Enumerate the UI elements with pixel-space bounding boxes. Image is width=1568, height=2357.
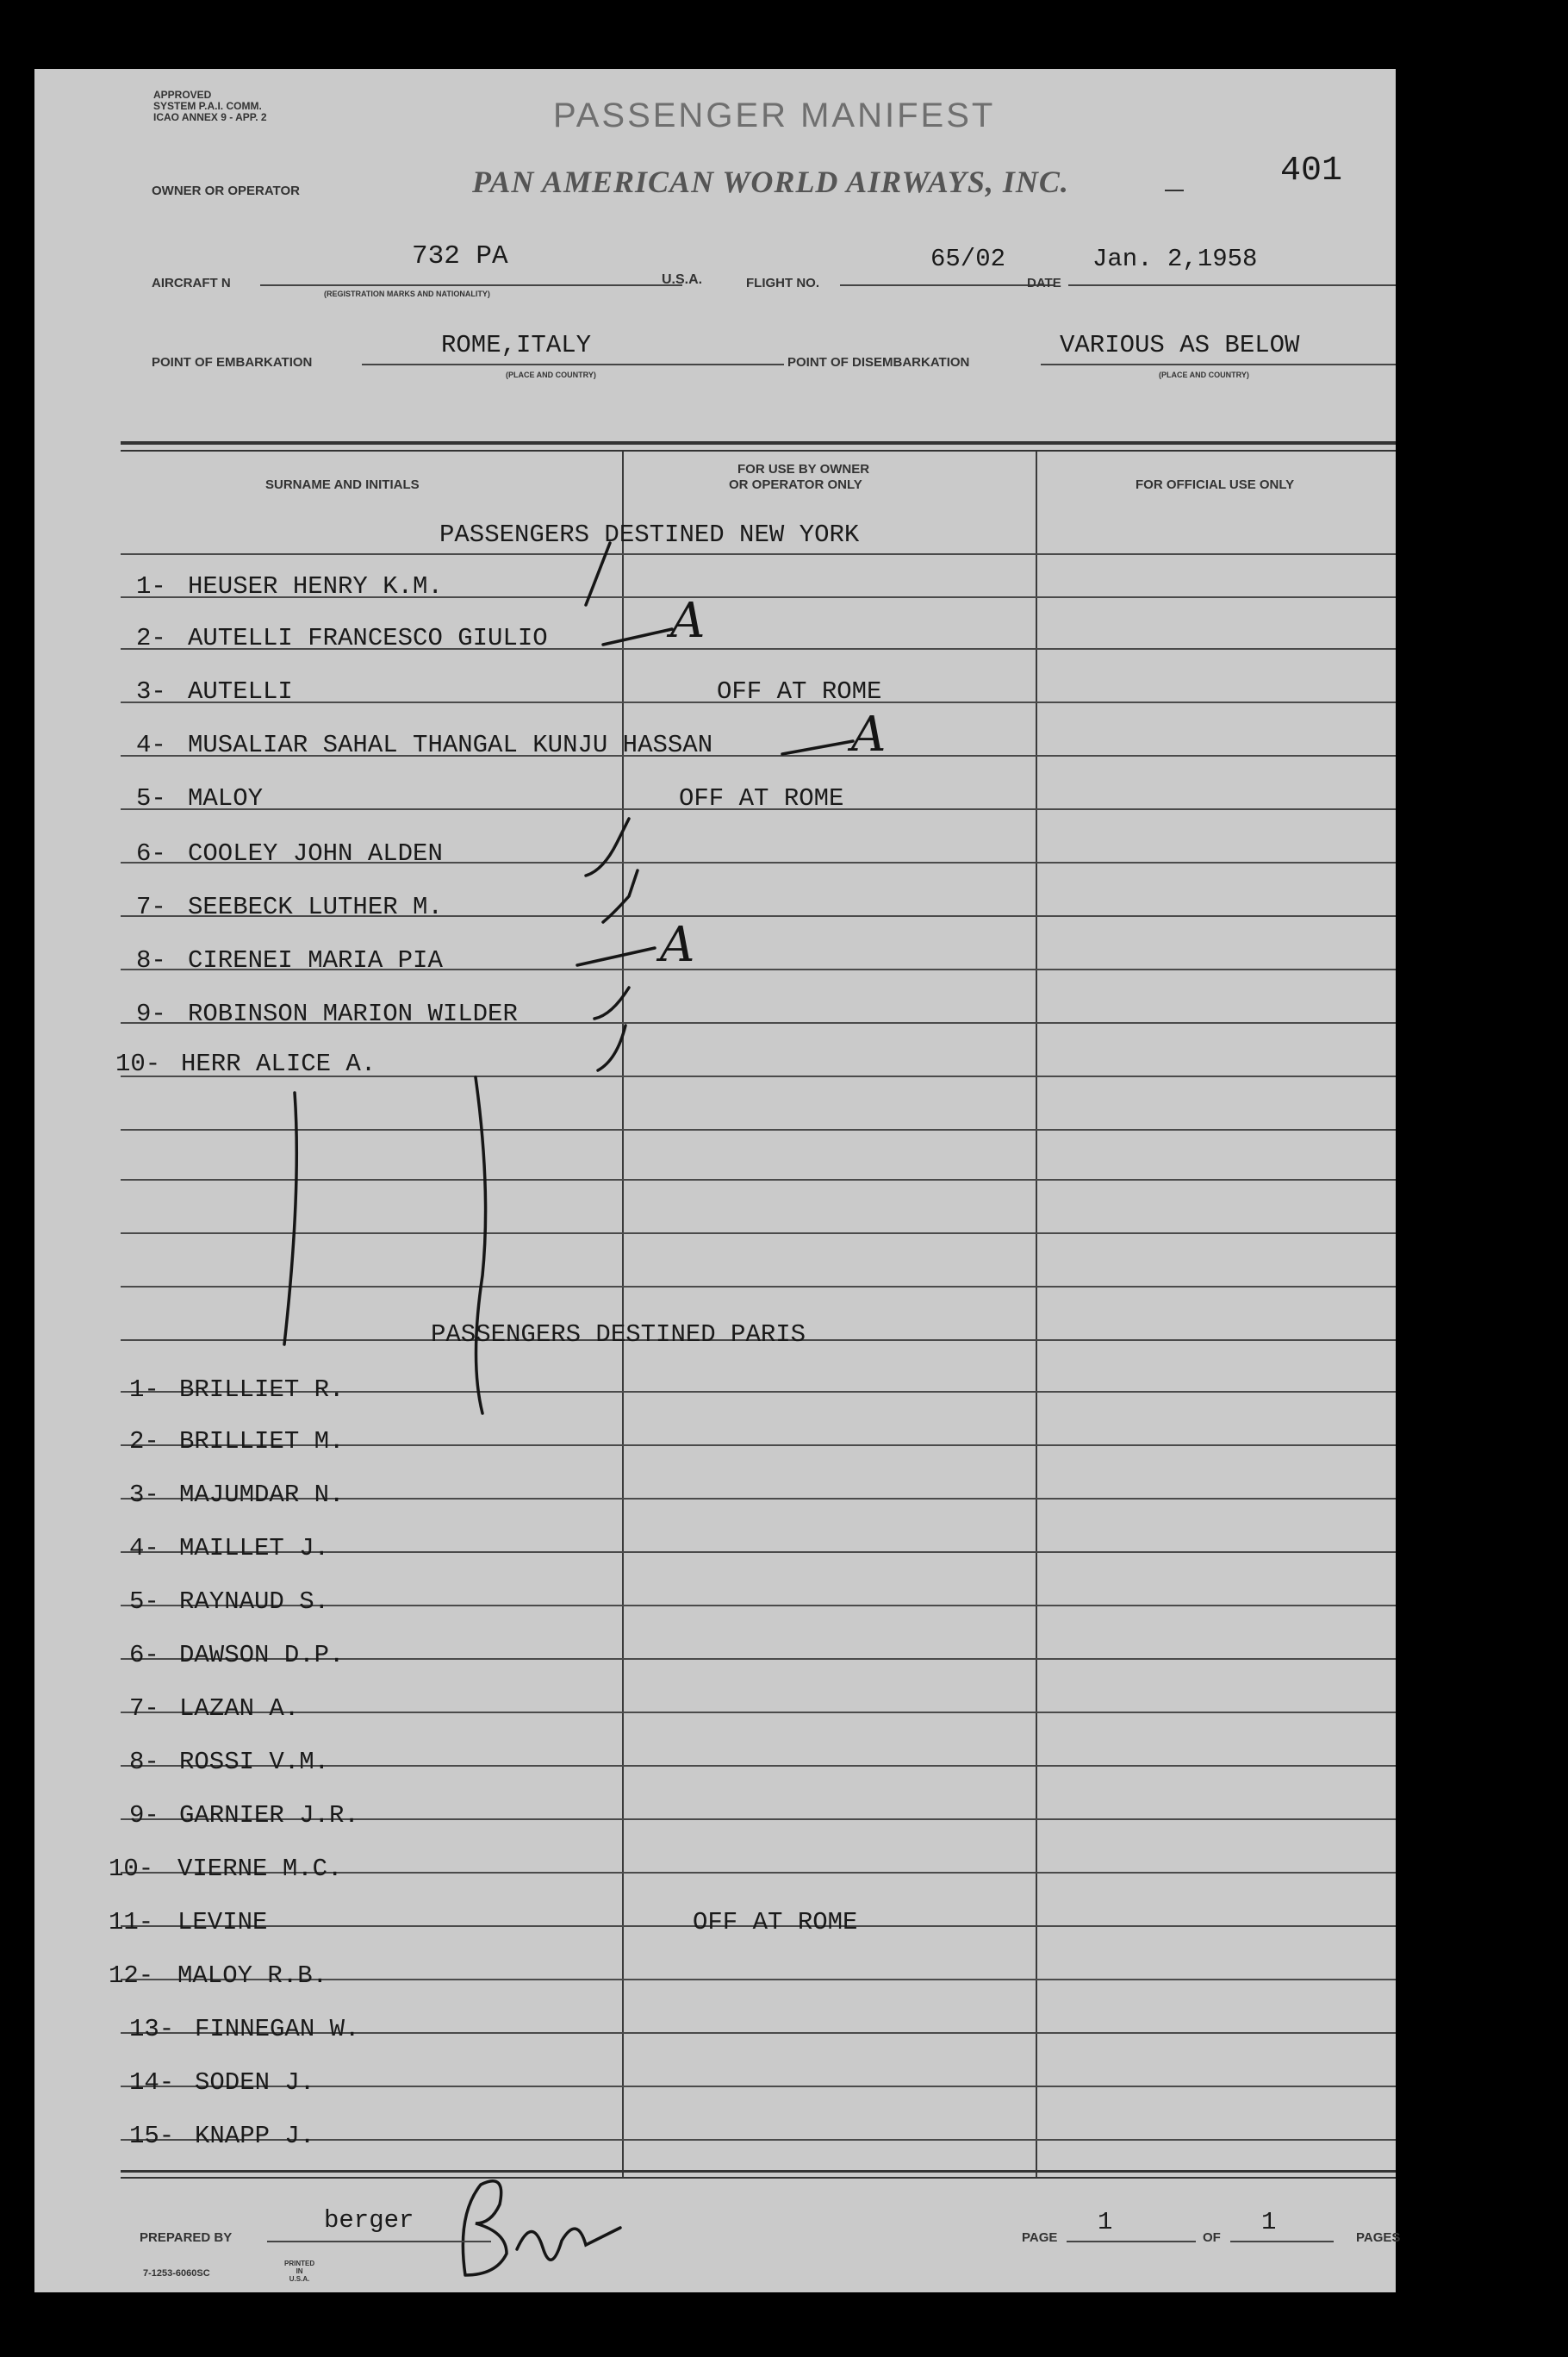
paris-row-name: MAJUMDAR N. (179, 1481, 345, 1509)
paris-row-name: ROSSI V.M. (179, 1748, 330, 1776)
disembark-value: VARIOUS AS BELOW (1060, 331, 1300, 359)
section-new-york: PASSENGERS DESTINED NEW YORK (439, 521, 860, 549)
ny-row-name: HEUSER HENRY K.M. (188, 572, 443, 601)
paris-row-num: 6- (129, 1641, 159, 1669)
date-value: Jan. 2,1958 (1092, 245, 1258, 273)
signature-mark (517, 2228, 620, 2260)
paris-row-num: 13- (129, 2015, 175, 2043)
ny-row-name: COOLEY JOHN ALDEN (188, 839, 443, 868)
operator-name: PAN AMERICAN WORLD AIRWAYS, INC. (472, 165, 1069, 199)
dash-mark (782, 741, 853, 754)
check-mark-icon (603, 870, 638, 922)
ny-row-name: MALOY (188, 784, 264, 813)
dash-mark (577, 948, 655, 965)
paris-row-name: DAWSON D.P. (179, 1641, 345, 1669)
paris-row-name: MALOY R.B. (177, 1961, 328, 1990)
of-value: 1 (1261, 2208, 1277, 2236)
ny-row-num: 8- (136, 946, 166, 975)
embark-label: POINT OF EMBARKATION (152, 355, 313, 370)
form-code: 7-1253-6060SC (143, 2268, 210, 2279)
dash-mark (603, 629, 672, 645)
bracket-mark (476, 1077, 486, 1413)
check-mark-icon (586, 543, 610, 605)
ny-row-name: AUTELLI (188, 677, 293, 706)
paris-row-num: 2- (129, 1427, 159, 1456)
approval-line: ICAO ANNEX 9 - APP. 2 (153, 111, 267, 123)
ny-row-note: OFF AT ROME (717, 677, 882, 706)
paris-row-num: 3- (129, 1481, 159, 1509)
check-mark-icon (586, 819, 629, 876)
paris-row-num: 10- (109, 1855, 154, 1883)
form-title: PASSENGER MANIFEST (553, 97, 996, 134)
aircraft-caption: (REGISTRATION MARKS AND NATIONALITY) (324, 290, 490, 298)
paris-row-num: 5- (129, 1587, 159, 1616)
ny-row-num: 9- (136, 1000, 166, 1028)
ny-row-name: ROBINSON MARION WILDER (188, 1000, 518, 1028)
ny-row-num: 1- (136, 572, 166, 601)
ny-row-name: CIRENEI MARIA PIA (188, 946, 443, 975)
paris-row-name: GARNIER J.R. (179, 1801, 359, 1830)
handwritten-a-mark: A (660, 917, 695, 973)
aircraft-value: 732 PA (412, 241, 508, 271)
aircraft-label: AIRCRAFT N (152, 276, 231, 290)
paris-row-num: 1- (129, 1375, 159, 1404)
paris-row-num: 8- (129, 1748, 159, 1776)
check-mark-icon (594, 988, 629, 1019)
usa-label: U.S.A. (662, 272, 703, 287)
handwritten-annotations (34, 69, 1396, 2292)
page-number-stamp: 401 (1280, 152, 1343, 190)
ny-row-num: 10- (115, 1050, 161, 1078)
ny-row-name: AUTELLI FRANCESCO GIULIO (188, 624, 548, 652)
col-header-owner-1: FOR USE BY OWNER (737, 462, 870, 477)
ny-row-name: MUSALIAR SAHAL THANGAL KUNJU HASSAN (188, 731, 713, 759)
printed-in-usa (284, 2260, 314, 2283)
ny-row-num: 6- (136, 839, 166, 868)
of-label: OF (1203, 2230, 1221, 2245)
paris-row-name: RAYNAUD S. (179, 1587, 330, 1616)
ny-row-num: 7- (136, 893, 166, 921)
handwritten-a-mark: A (670, 593, 706, 649)
embark-caption: (PLACE AND COUNTRY) (506, 371, 596, 379)
ny-row-num: 5- (136, 784, 166, 813)
date-label: DATE (1027, 276, 1061, 290)
paris-row-name: BRILLIET R. (179, 1375, 345, 1404)
paris-row-num: 9- (129, 1801, 159, 1830)
owner-label: OWNER OR OPERATOR (152, 184, 300, 198)
prepared-value: berger (324, 2206, 414, 2235)
flight-value: 65/02 (930, 245, 1006, 273)
prepared-label: PREPARED BY (140, 2230, 233, 2245)
pages-label: PAGES (1356, 2230, 1401, 2245)
ny-row-name: HERR ALICE A. (181, 1050, 376, 1078)
col-header-surname: SURNAME AND INITIALS (265, 477, 420, 492)
paris-row-num: 11- (109, 1908, 154, 1936)
paris-row-name: LEVINE (177, 1908, 268, 1936)
check-mark-icon (598, 1026, 625, 1070)
manifest-paper (34, 69, 1401, 2292)
signature-mark (463, 2181, 507, 2275)
page-value: 1 (1098, 2208, 1113, 2236)
paris-row-name: SODEN J. (195, 2068, 315, 2097)
paris-row-num: 12- (109, 1961, 154, 1990)
col-header-owner-2: OR OPERATOR ONLY (729, 477, 862, 492)
col-header-official: FOR OFFICIAL USE ONLY (1136, 477, 1295, 492)
handwritten-a-mark: A (851, 707, 887, 763)
embark-value: ROME,ITALY (441, 331, 592, 359)
paris-row-num: 7- (129, 1694, 159, 1723)
ny-row-name: SEEBECK LUTHER M. (188, 893, 443, 921)
paris-row-name: FINNEGAN W. (195, 2015, 360, 2043)
paris-row-num: 15- (129, 2122, 175, 2150)
approval-line: APPROVED (153, 89, 212, 101)
paris-row-name: MAILLET J. (179, 1534, 330, 1562)
approval-line: SYSTEM P.A.I. COMM. (153, 100, 262, 112)
paris-row-num: 4- (129, 1534, 159, 1562)
ny-row-num: 2- (136, 624, 166, 652)
paris-row-name: VIERNE M.C. (177, 1855, 343, 1883)
ny-row-num: 4- (136, 731, 166, 759)
disembark-label: POINT OF DISEMBARKATION (787, 355, 970, 370)
printed-line: IN (296, 2267, 303, 2275)
ny-row-note: OFF AT ROME (679, 784, 844, 813)
flight-label: FLIGHT NO. (746, 276, 819, 290)
printed-line: PRINTED (284, 2260, 315, 2267)
disembark-caption: (PLACE AND COUNTRY) (1159, 371, 1249, 379)
section-paris: PASSENGERS DESTINED PARIS (431, 1320, 806, 1349)
paris-row-name: LAZAN A. (179, 1694, 300, 1723)
bracket-mark (284, 1093, 296, 1344)
page-label: PAGE (1022, 2230, 1058, 2245)
printed-line: U.S.A. (289, 2275, 310, 2283)
paris-row-num: 14- (129, 2068, 175, 2097)
paris-row-name: KNAPP J. (195, 2122, 315, 2150)
ny-row-num: 3- (136, 677, 166, 706)
paris-row-name: BRILLIET M. (179, 1427, 345, 1456)
paris-row-note: OFF AT ROME (693, 1908, 858, 1936)
